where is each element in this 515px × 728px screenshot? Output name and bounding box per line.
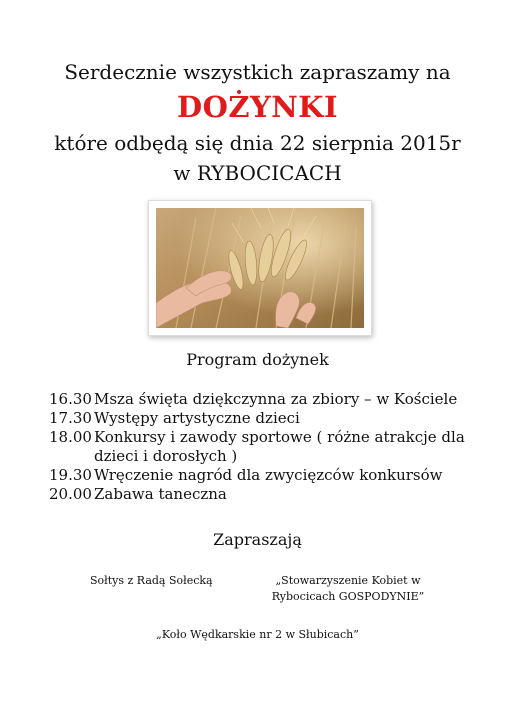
schedule-desc: Konkursy i zawody sportowe ( różne atrakcje dla dzieci i dorosłych ) (94, 428, 465, 465)
schedule-desc: Wręczenie nagród dla zwycięzców konkursów (94, 466, 443, 484)
schedule-item (49, 409, 489, 428)
program-schedule (49, 390, 489, 504)
organizer-village-head: Sołtys z Radą Sołecką (90, 574, 213, 587)
schedule-time: 20.00 (49, 485, 92, 503)
schedule-time: 18.00 (49, 428, 92, 446)
organizer-line: „Stowarzyszenie Kobiet w (275, 574, 421, 587)
schedule-desc: Msza święta dziękczynna za zbiory – w Kościele (94, 390, 458, 408)
invitation-title: Zapraszają (213, 530, 302, 549)
schedule-time: 17.30 (49, 409, 92, 427)
organizer-fishing-club: „Koło Wędkarskie nr 2 w Słubicach” (156, 628, 359, 641)
schedule-desc: Zabawa taneczna (94, 485, 227, 503)
schedule-time: 19.30 (49, 466, 92, 484)
schedule-item (49, 485, 489, 504)
event-title: DOŻYNKI (176, 90, 339, 124)
wheat-in-hands-icon (156, 208, 364, 328)
schedule-time: 16.30 (49, 390, 92, 408)
wheat-photo (148, 200, 372, 336)
schedule-item (49, 466, 489, 485)
schedule-item (49, 390, 489, 409)
event-place: w RYBOCICACH (173, 161, 342, 185)
invite-line: Serdecznie wszystkich zapraszamy na (64, 60, 451, 84)
organizer-line: Rybocicach GOSPODYNIE” (271, 590, 425, 603)
event-date: które odbędą się dnia 22 sierpnia 2015r (54, 131, 461, 155)
schedule-desc: Występy artystyczne dzieci (94, 409, 300, 427)
program-title: Program dożynek (186, 350, 329, 369)
schedule-item (49, 428, 489, 466)
organizer-womens-association (258, 573, 438, 605)
